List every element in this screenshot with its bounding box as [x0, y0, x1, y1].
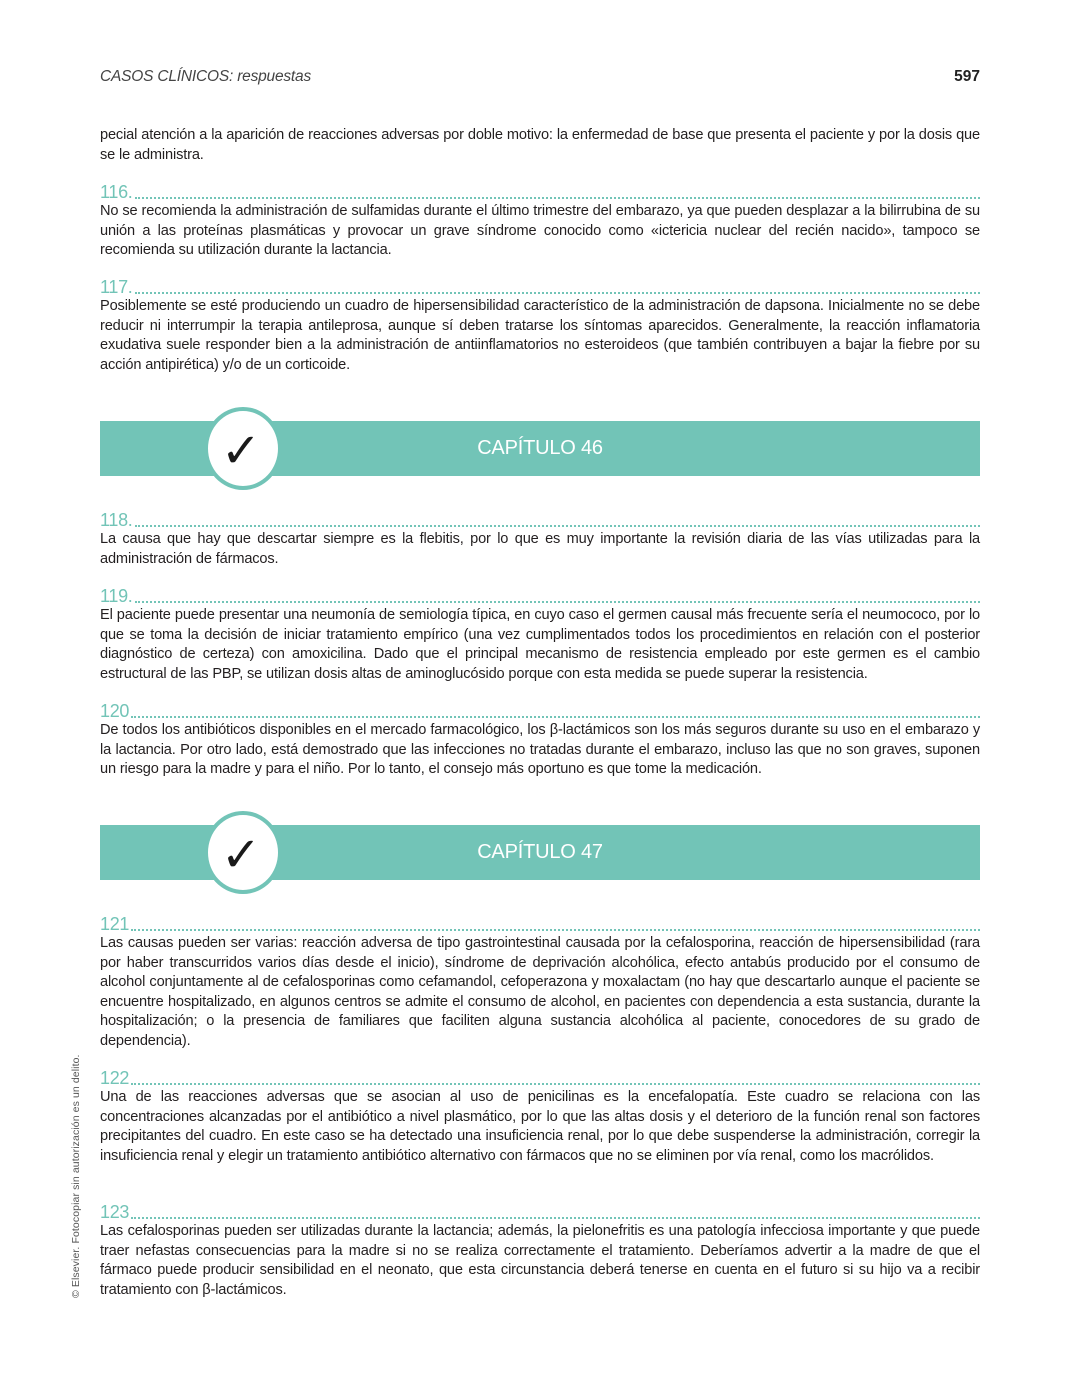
answer-text: La causa que hay que descartar siempre es la flebitis, por lo que es muy importante la revisión diaria de las vías utilizadas para la administración de fármacos. [100, 531, 980, 567]
checkmark-icon: ✓ [220, 422, 262, 479]
running-header [100, 68, 980, 86]
answer-text: Las cefalosporinas pueden ser utilizadas durante la lactancia; además, la pielonefritis es una patología infecciosa importante y que puede traer nefastas consecuencias para la madre si no se realiza correctamente el tratamiento. Deberíamos advertir a la madre de que el fármaco puede producir sensibilidad en el neonato, que esta circunstancia deberá tenerse en cuenta en el futuro si su hijo va a recibir tratamiento con β-lactámicos. [100, 1223, 980, 1298]
question-117 [100, 275, 980, 375]
question-heading [100, 912, 980, 934]
dotted-leader [131, 1083, 980, 1085]
question-123 [100, 1200, 980, 1300]
question-heading [100, 275, 980, 297]
dotted-leader [135, 525, 981, 527]
question-121 [100, 912, 980, 1052]
question-122 [100, 1066, 980, 1166]
chapter-47-banner [100, 825, 980, 883]
question-heading [100, 699, 980, 721]
question-number: 117. [100, 277, 133, 297]
paragraph: pecial atención a la aparición de reacciones adversas por doble motivo: la enfermedad de base que presenta el paciente y por la dosis que se le administra. [100, 127, 980, 163]
question-heading [100, 508, 980, 530]
question-heading [100, 1200, 980, 1222]
question-number: 123 [100, 1202, 130, 1222]
question-heading [100, 584, 980, 606]
page-number: 597 [954, 68, 980, 85]
dotted-leader [135, 601, 981, 603]
answer-text: De todos los antibióticos disponibles en el mercado farmacológico, los β-lactámicos son los más seguros durante su uso en el embarazo y la lactancia. Por otro lado, está demostrado que las infecciones no tratadas durante el embarazo, incluso las que no son graves, suponen un riesgo para la madre y para el niño. Por lo tanto, el consejo más oportuno es que tome la medicación. [100, 722, 980, 778]
question-118 [100, 508, 980, 569]
answer-text: Posiblemente se esté produciendo un cuadro de hipersensibilidad característico de la administración de dapsona. Inicialmente no se debe reducir ni interrumpir la terapia antileprosa, aunque sí deben tratarse los síntomas aparecidos. Generalmente, la reacción inflamatoria exudativa suele responder bien a la administración de antiinflamatorios no esteroideos (que también contribuyen a bajar la fiebre por su acción antipirética) y/o de un corticoide. [100, 298, 980, 373]
question-number: 122 [100, 1068, 130, 1088]
question-number: 120 [100, 701, 130, 721]
intro-continuation [100, 126, 980, 165]
copyright-side-note: © Elsevier. Fotocopiar sin autorización es un delito. [70, 1054, 82, 1298]
question-116 [100, 180, 980, 261]
dotted-leader [131, 716, 980, 718]
question-120 [100, 699, 980, 780]
question-number: 121 [100, 914, 130, 934]
question-number: 118. [100, 510, 133, 530]
answer-text: Las causas pueden ser varias: reacción adversa de tipo gastrointestinal causada por la cefalosporina, reacción de hipersensibilidad (rara por haber transcurridos varios días desde el inicio), síndrome de deprivación alcohólica, efecto antabús producido por el consumo de alcohol conjuntamente al de cefalosporinas como cefamandol, cefoperazona y moxalactam (no hay que descartarlo aunque el paciente se encuentre hospitalizado, en algunos centros se admite el consumo de alcohol, en pacientes con dependencia a esta sustancia, durante la hospitalización; o la presencia de familiares que faciliten alguna sustancia alcohólica al paciente, conocedores de su grado de dependencia). [100, 935, 980, 1049]
dotted-leader [135, 197, 981, 199]
chapter-title: CAPÍTULO 47 [477, 841, 603, 863]
dotted-leader [131, 1217, 980, 1219]
question-heading [100, 180, 980, 202]
answer-text: Una de las reacciones adversas que se asocian al uso de penicilinas es la encefalopatía. Este cuadro se relaciona con las concentraciones alcanzadas por el antibiótico a nivel plasmático, por lo que las altas dosis y el deterioro de la función renal son factores precipitantes del cuadro. En este caso se ha detectado una insuficiencia renal, por lo que debe suspenderse la administración, corregir la insuficiencia renal y elegir un tratamiento antibiótico alternativo con fármacos que no se eliminen por vía renal, como los macrólidos. [100, 1089, 980, 1164]
question-119 [100, 584, 980, 684]
chapter-title: CAPÍTULO 46 [477, 437, 603, 459]
running-title: CASOS CLÍNICOS: respuestas [100, 68, 312, 85]
answer-text: El paciente puede presentar una neumonía de semiología típica, en cuyo caso el germen causal más frecuente sería el neumococo, por lo que se toma la decisión de iniciar tratamiento empírico (una vez cumplimentados todos los procedimientos en relación con el posterior diagnóstico de certeza) con amoxicilina. Dado que el principal mecanismo de resistencia empleado por este germen es el cambio estructural de las PBP, se utilizan dosis altas de aminoglucósido porque con esta medida se puede superar la resistencia. [100, 607, 980, 682]
dotted-leader [131, 929, 980, 931]
question-number: 116. [100, 182, 133, 202]
dotted-leader [135, 292, 981, 294]
checkmark-icon: ✓ [220, 826, 262, 883]
answer-text: No se recomienda la administración de sulfamidas durante el último trimestre del embarazo, ya que pueden desplazar a la bilirrubina de su unión a las proteínas plasmáticas y provocar un grave síndrome conocido como «ictericia nuclear del recién nacido», tampoco se recomienda su utilización durante la lactancia. [100, 203, 980, 259]
question-number: 119. [100, 586, 133, 606]
question-heading [100, 1066, 980, 1088]
chapter-46-banner [100, 421, 980, 479]
